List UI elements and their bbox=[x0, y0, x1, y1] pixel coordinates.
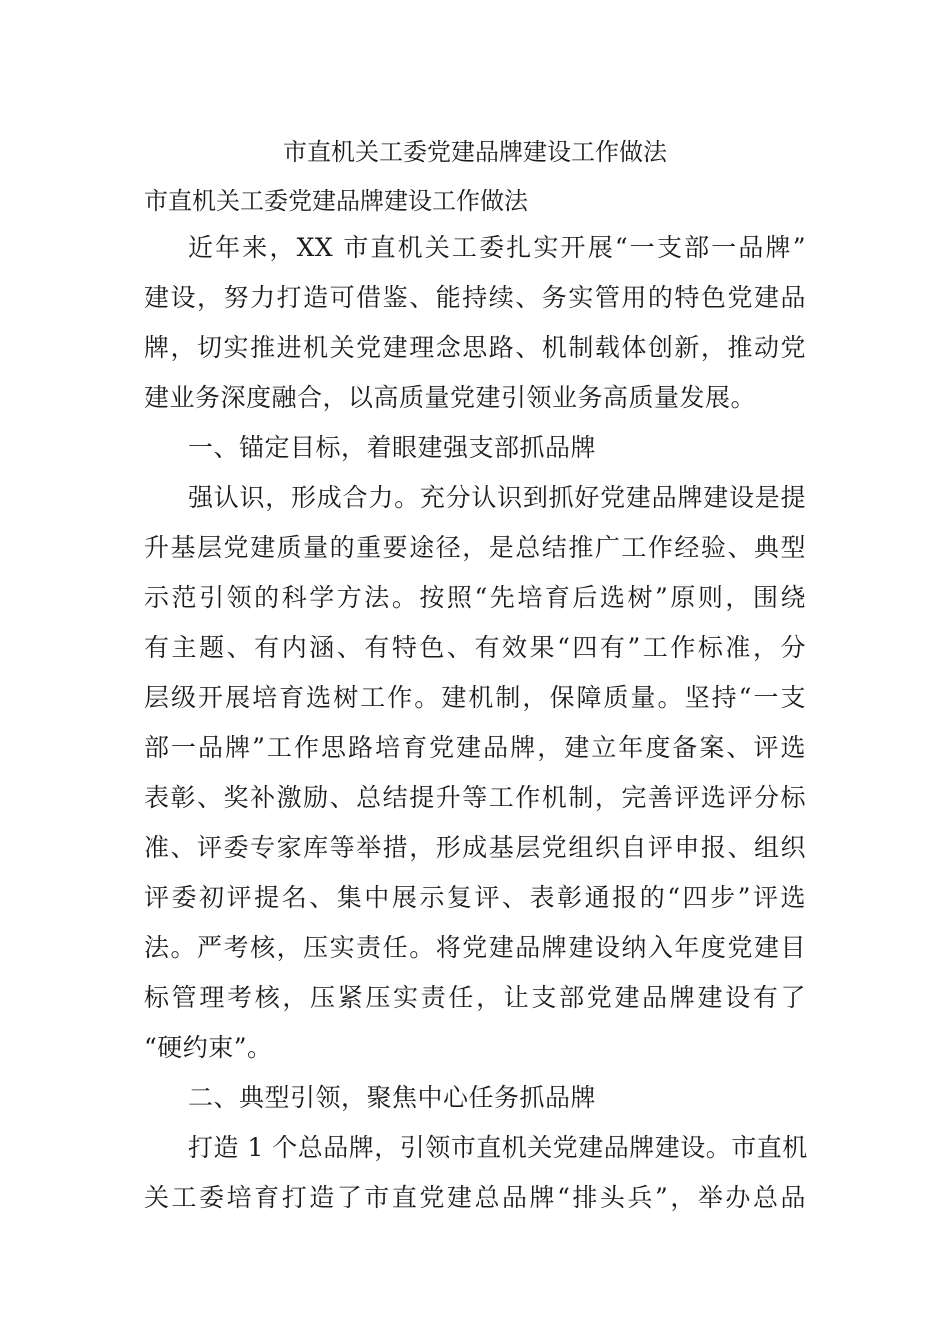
paragraph-line: 建业务深度融合，以高质量党建引领业务高质量发展。 bbox=[144, 383, 757, 412]
section-heading: 二、典型引领，聚焦中心任务抓品牌 bbox=[188, 1083, 597, 1112]
paragraph-line: 有主题、有内涵、有特色、有效果“四有”工作标准，分 bbox=[144, 633, 806, 662]
paragraph-line: 标管理考核，压紧压实责任，让支部党建品牌建设有了 bbox=[144, 983, 806, 1012]
paragraph-line: 近年来，XX 市直机关工委扎实开展“一支部一品牌” bbox=[188, 233, 806, 262]
paragraph-line: 示范引领的科学方法。按照“先培育后选树”原则，围绕 bbox=[144, 583, 806, 612]
paragraph-line: 法。严考核，压实责任。将党建品牌建设纳入年度党建目 bbox=[144, 933, 806, 962]
paragraph-line: 准、评委专家库等举措，形成基层党组织自评申报、组织 bbox=[144, 833, 806, 862]
paragraph-line: 建设，努力打造可借鉴、能持续、务实管用的特色党建品 bbox=[144, 283, 806, 312]
paragraph-line: 强认识，形成合力。充分认识到抓好党建品牌建设是提 bbox=[188, 483, 806, 512]
paragraph-line: 评委初评提名、集中展示复评、表彰通报的“四步”评选 bbox=[144, 883, 806, 912]
paragraph-line: “硬约束”。 bbox=[144, 1033, 273, 1062]
paragraph-line: 关工委培育打造了市直党建总品牌“排头兵”，举办总品 bbox=[144, 1183, 806, 1212]
document-title: 市直机关工委党建品牌建设工作做法 bbox=[283, 138, 667, 166]
document-subtitle: 市直机关工委党建品牌建设工作做法 bbox=[144, 187, 528, 215]
paragraph-line: 层级开展培育选树工作。建机制，保障质量。坚持“一支 bbox=[144, 683, 806, 712]
paragraph-line: 部一品牌”工作思路培育党建品牌，建立年度备案、评选 bbox=[144, 733, 806, 762]
paragraph-line: 表彰、奖补激励、总结提升等工作机制，完善评选评分标 bbox=[144, 783, 806, 812]
paragraph-line: 牌，切实推进机关党建理念思路、机制载体创新，推动党 bbox=[144, 333, 806, 362]
paragraph-line: 升基层党建质量的重要途径，是总结推广工作经验、典型 bbox=[144, 533, 806, 562]
section-heading: 一、锚定目标，着眼建强支部抓品牌 bbox=[188, 433, 597, 462]
paragraph-line: 打造 1 个总品牌，引领市直机关党建品牌建设。市直机 bbox=[188, 1133, 808, 1162]
